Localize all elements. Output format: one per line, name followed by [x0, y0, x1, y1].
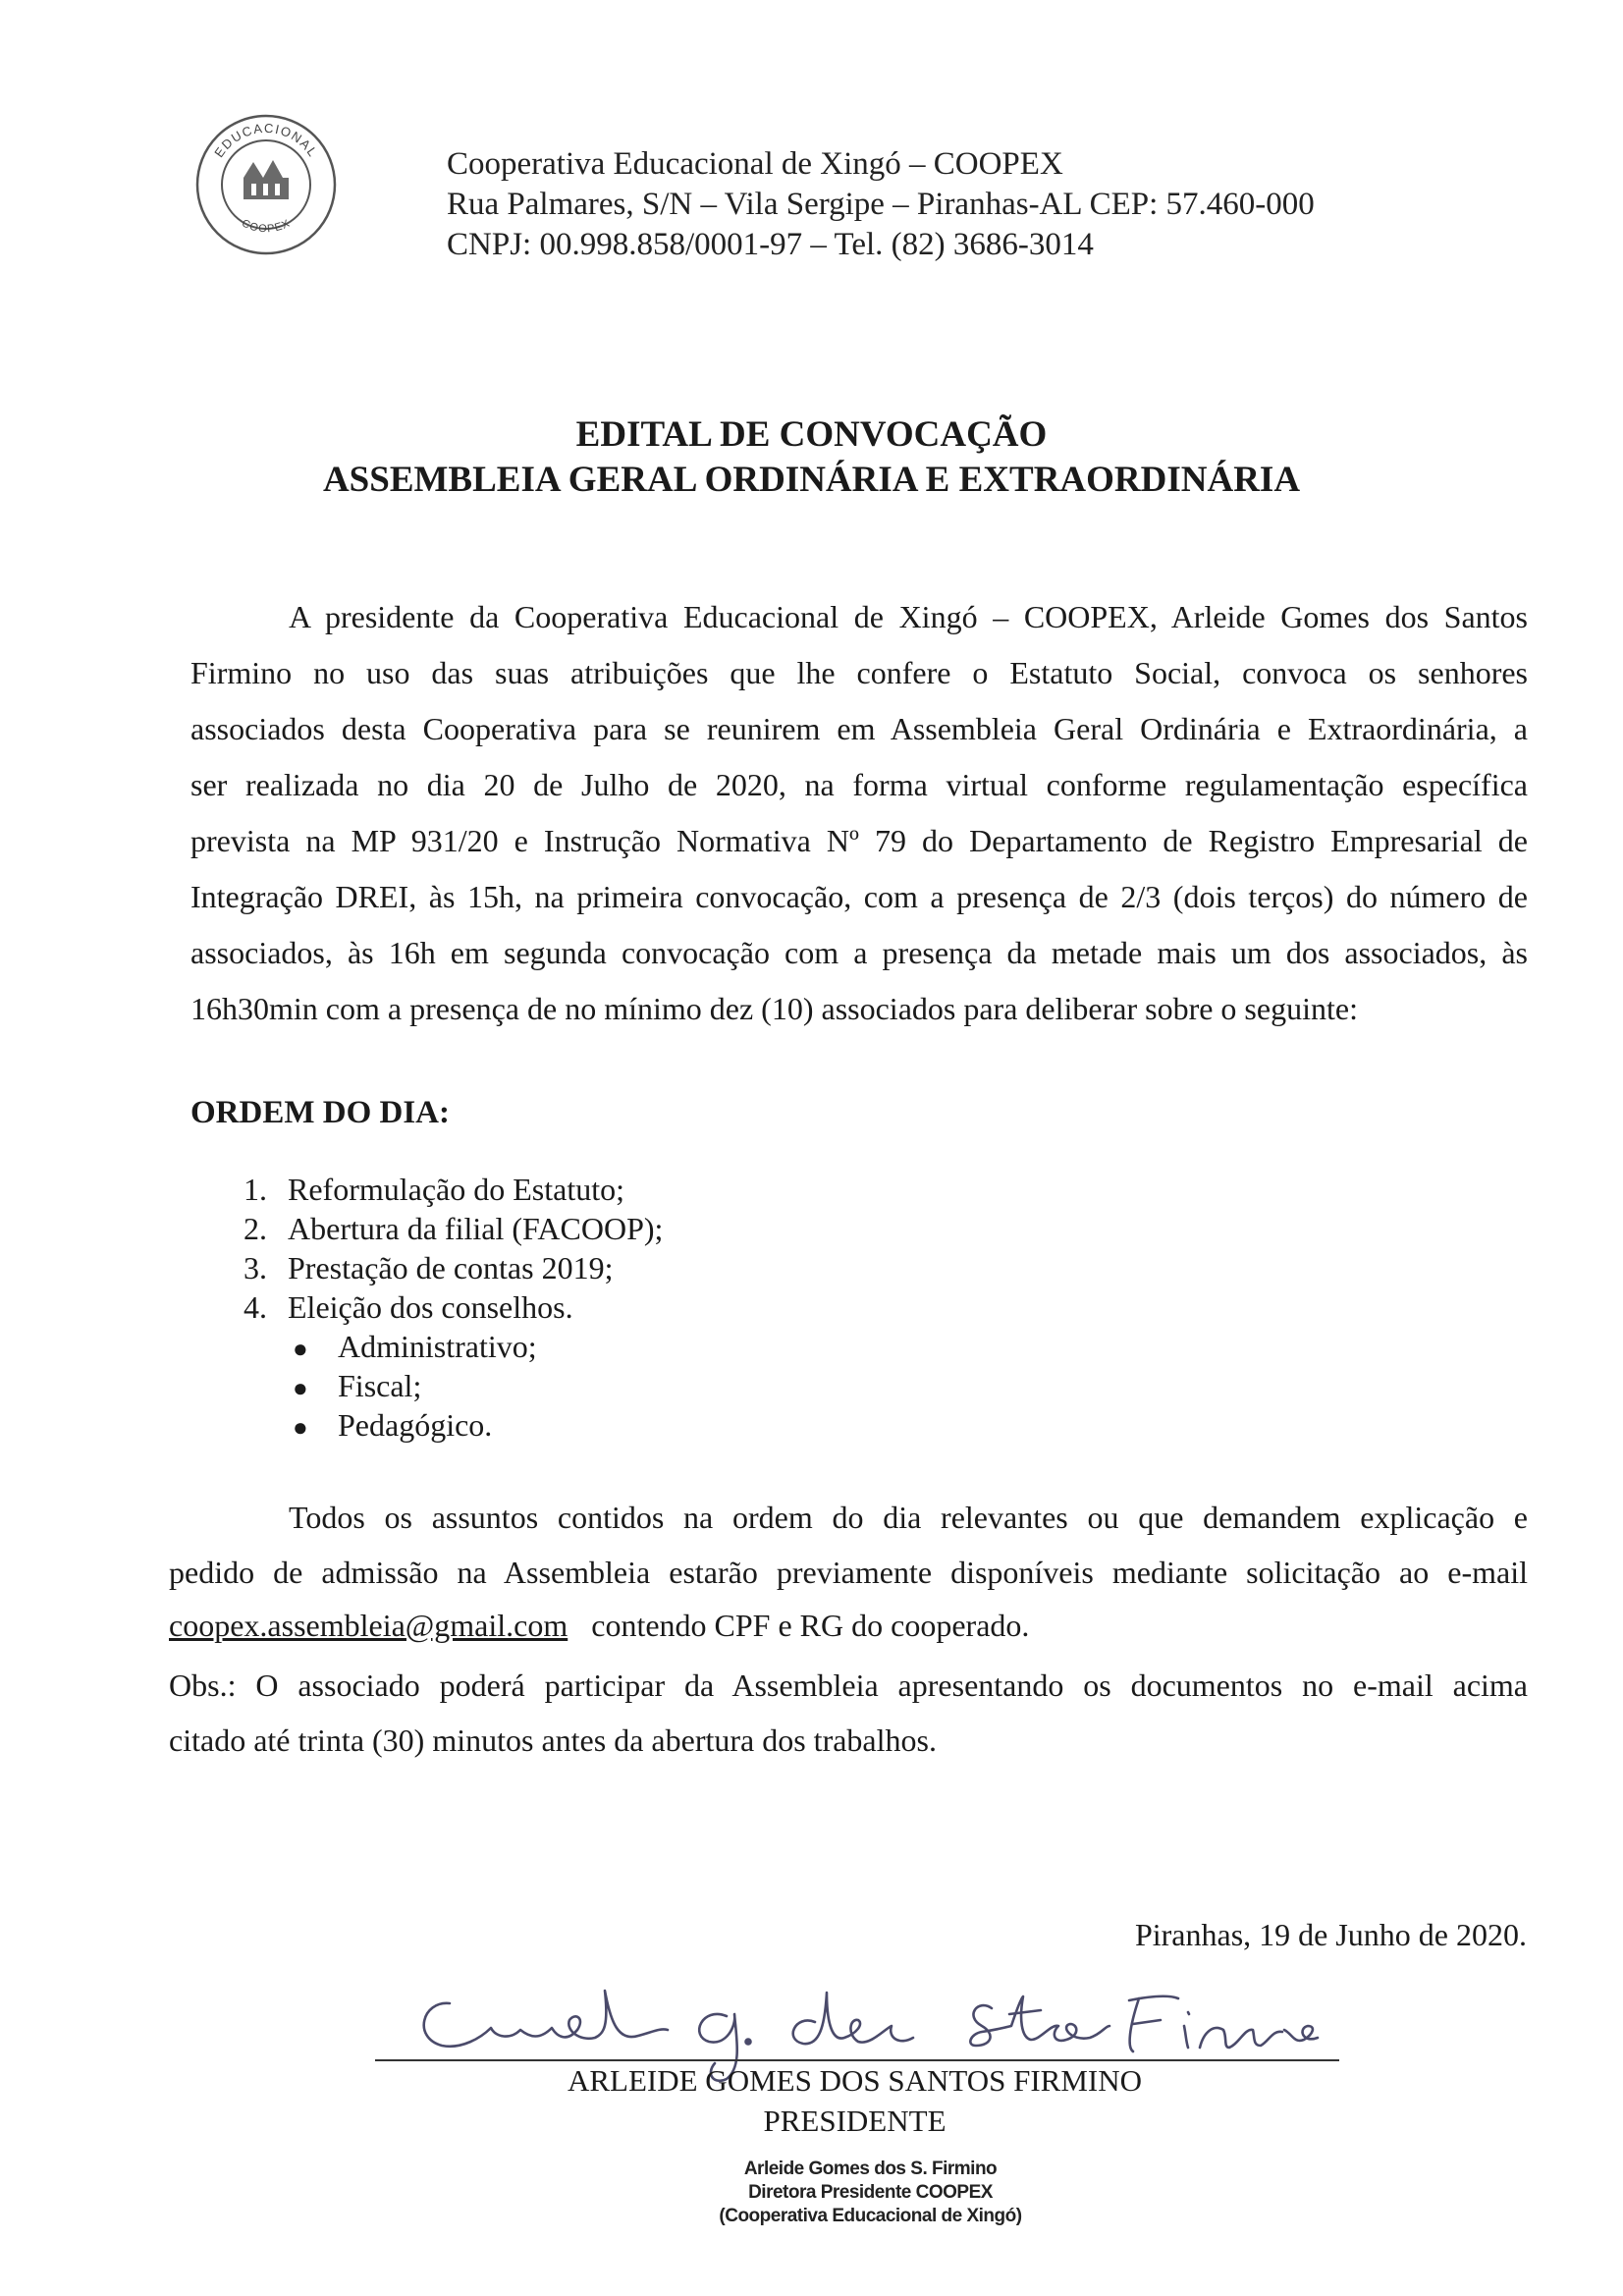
- header-line-1: Cooperativa Educacional de Xingó – COOPEX: [447, 146, 1063, 182]
- agenda-item-number: 1.: [243, 1172, 267, 1207]
- signer-name: ARLEIDE GOMES DOS SANTOS FIRMINO: [567, 2063, 1143, 2098]
- agenda-item: Prestação de contas 2019;: [288, 1250, 614, 1285]
- coopex-seal: [192, 111, 340, 258]
- closing-line-3: [169, 1608, 1029, 1644]
- closing-line-1: Todos os assuntos contidos na ordem do dia relevantes ou que demandem explicação e: [289, 1500, 1528, 1535]
- agenda-subitem: Fiscal;: [338, 1368, 422, 1403]
- bullet-icon: ●: [293, 1374, 308, 1402]
- intro-line-5: prevista na MP 931/20 e Instrução Normativa Nº 79 do Departamento de Registro Empresarial de: [190, 823, 1528, 858]
- agenda-item-number: 3.: [243, 1250, 267, 1285]
- obs-line-2: citado até trinta (30) minutos antes da abertura dos trabalhos.: [169, 1722, 937, 1758]
- signature-line: [375, 2059, 1339, 2061]
- intro-line-2: Firmino no uso das suas atribuições que lhe confere o Estatuto Social, convoca os senhores: [190, 655, 1528, 690]
- intro-line-6: Integração DREI, às 15h, na primeira convocação, com a presença de 2/3 (dois terços) do número de: [190, 879, 1528, 914]
- intro-line-4: ser realizada no dia 20 de Julho de 2020, na forma virtual conforme regulamentação específica: [190, 767, 1528, 802]
- obs-line-1: Obs.: O associado poderá participar da Assembleia apresentando os documentos no e-mail acima: [169, 1667, 1528, 1703]
- agenda-item: Abertura da filial (FACOOP);: [288, 1211, 664, 1246]
- date-line: Piranhas, 19 de Junho de 2020.: [1134, 1917, 1527, 1952]
- closing-line-3-text: contendo CPF e RG do cooperado.: [591, 1608, 1030, 1643]
- email-link[interactable]: coopex.assembleia@gmail.com: [169, 1608, 568, 1643]
- agenda-subitem: Administrativo;: [338, 1329, 537, 1364]
- document-title-line-1: EDITAL DE CONVOCAÇÃO: [575, 414, 1048, 455]
- agenda-item: Reformulação do Estatuto;: [288, 1172, 625, 1207]
- document-title-line-2: ASSEMBLEIA GERAL ORDINÁRIA E EXTRAORDINÁRIA: [322, 460, 1301, 500]
- bullet-icon: ●: [293, 1413, 308, 1442]
- intro-line-3: associados desta Cooperativa para se reunirem em Assembleia Geral Ordinária e Extraordinária, a: [190, 711, 1528, 746]
- seal-top-text: EDUCACIONAL: [211, 120, 321, 160]
- seal-bottom-text: COOPEX: [240, 217, 293, 236]
- agenda-subitem: Pedagógico.: [338, 1407, 493, 1443]
- intro-line-8: 16h30min com a presença de no mínimo dez (10) associados para deliberar sobre o seguinte:: [190, 991, 1358, 1026]
- stamp-line-2: Diretora Presidente COOPEX: [748, 2182, 993, 2203]
- agenda-item-number: 2.: [243, 1211, 267, 1246]
- intro-line-1: A presidente da Cooperativa Educacional de Xingó – COOPEX, Arleide Gomes dos Santos: [289, 599, 1528, 634]
- agenda-item: Eleição dos conselhos.: [288, 1289, 573, 1325]
- header-line-2: Rua Palmares, S/N – Vila Sergipe – Piranhas-AL CEP: 57.460-000: [447, 187, 1315, 222]
- agenda-heading: ORDEM DO DIA:: [190, 1095, 450, 1130]
- agenda-item-number: 4.: [243, 1289, 267, 1325]
- svg-text:COOPEX: [240, 217, 292, 235]
- intro-line-7: associados, às 16h em segunda convocação com a presença da metade mais um dos associados, às: [190, 935, 1528, 970]
- header-line-3: CNPJ: 00.998.858/0001-97 – Tel. (82) 3686-3014: [447, 227, 1094, 262]
- bullet-icon: ●: [293, 1335, 308, 1363]
- closing-line-2: pedido de admissão na Assembleia estarão previamente disponíveis mediante solicitação ao e-mail: [169, 1555, 1528, 1590]
- stamp-line-3: (Cooperativa Educacional de Xingó): [719, 2206, 1022, 2226]
- stamp-line-1: Arleide Gomes dos S. Firmino: [743, 2159, 998, 2179]
- signer-role: PRESIDENTE: [763, 2104, 947, 2138]
